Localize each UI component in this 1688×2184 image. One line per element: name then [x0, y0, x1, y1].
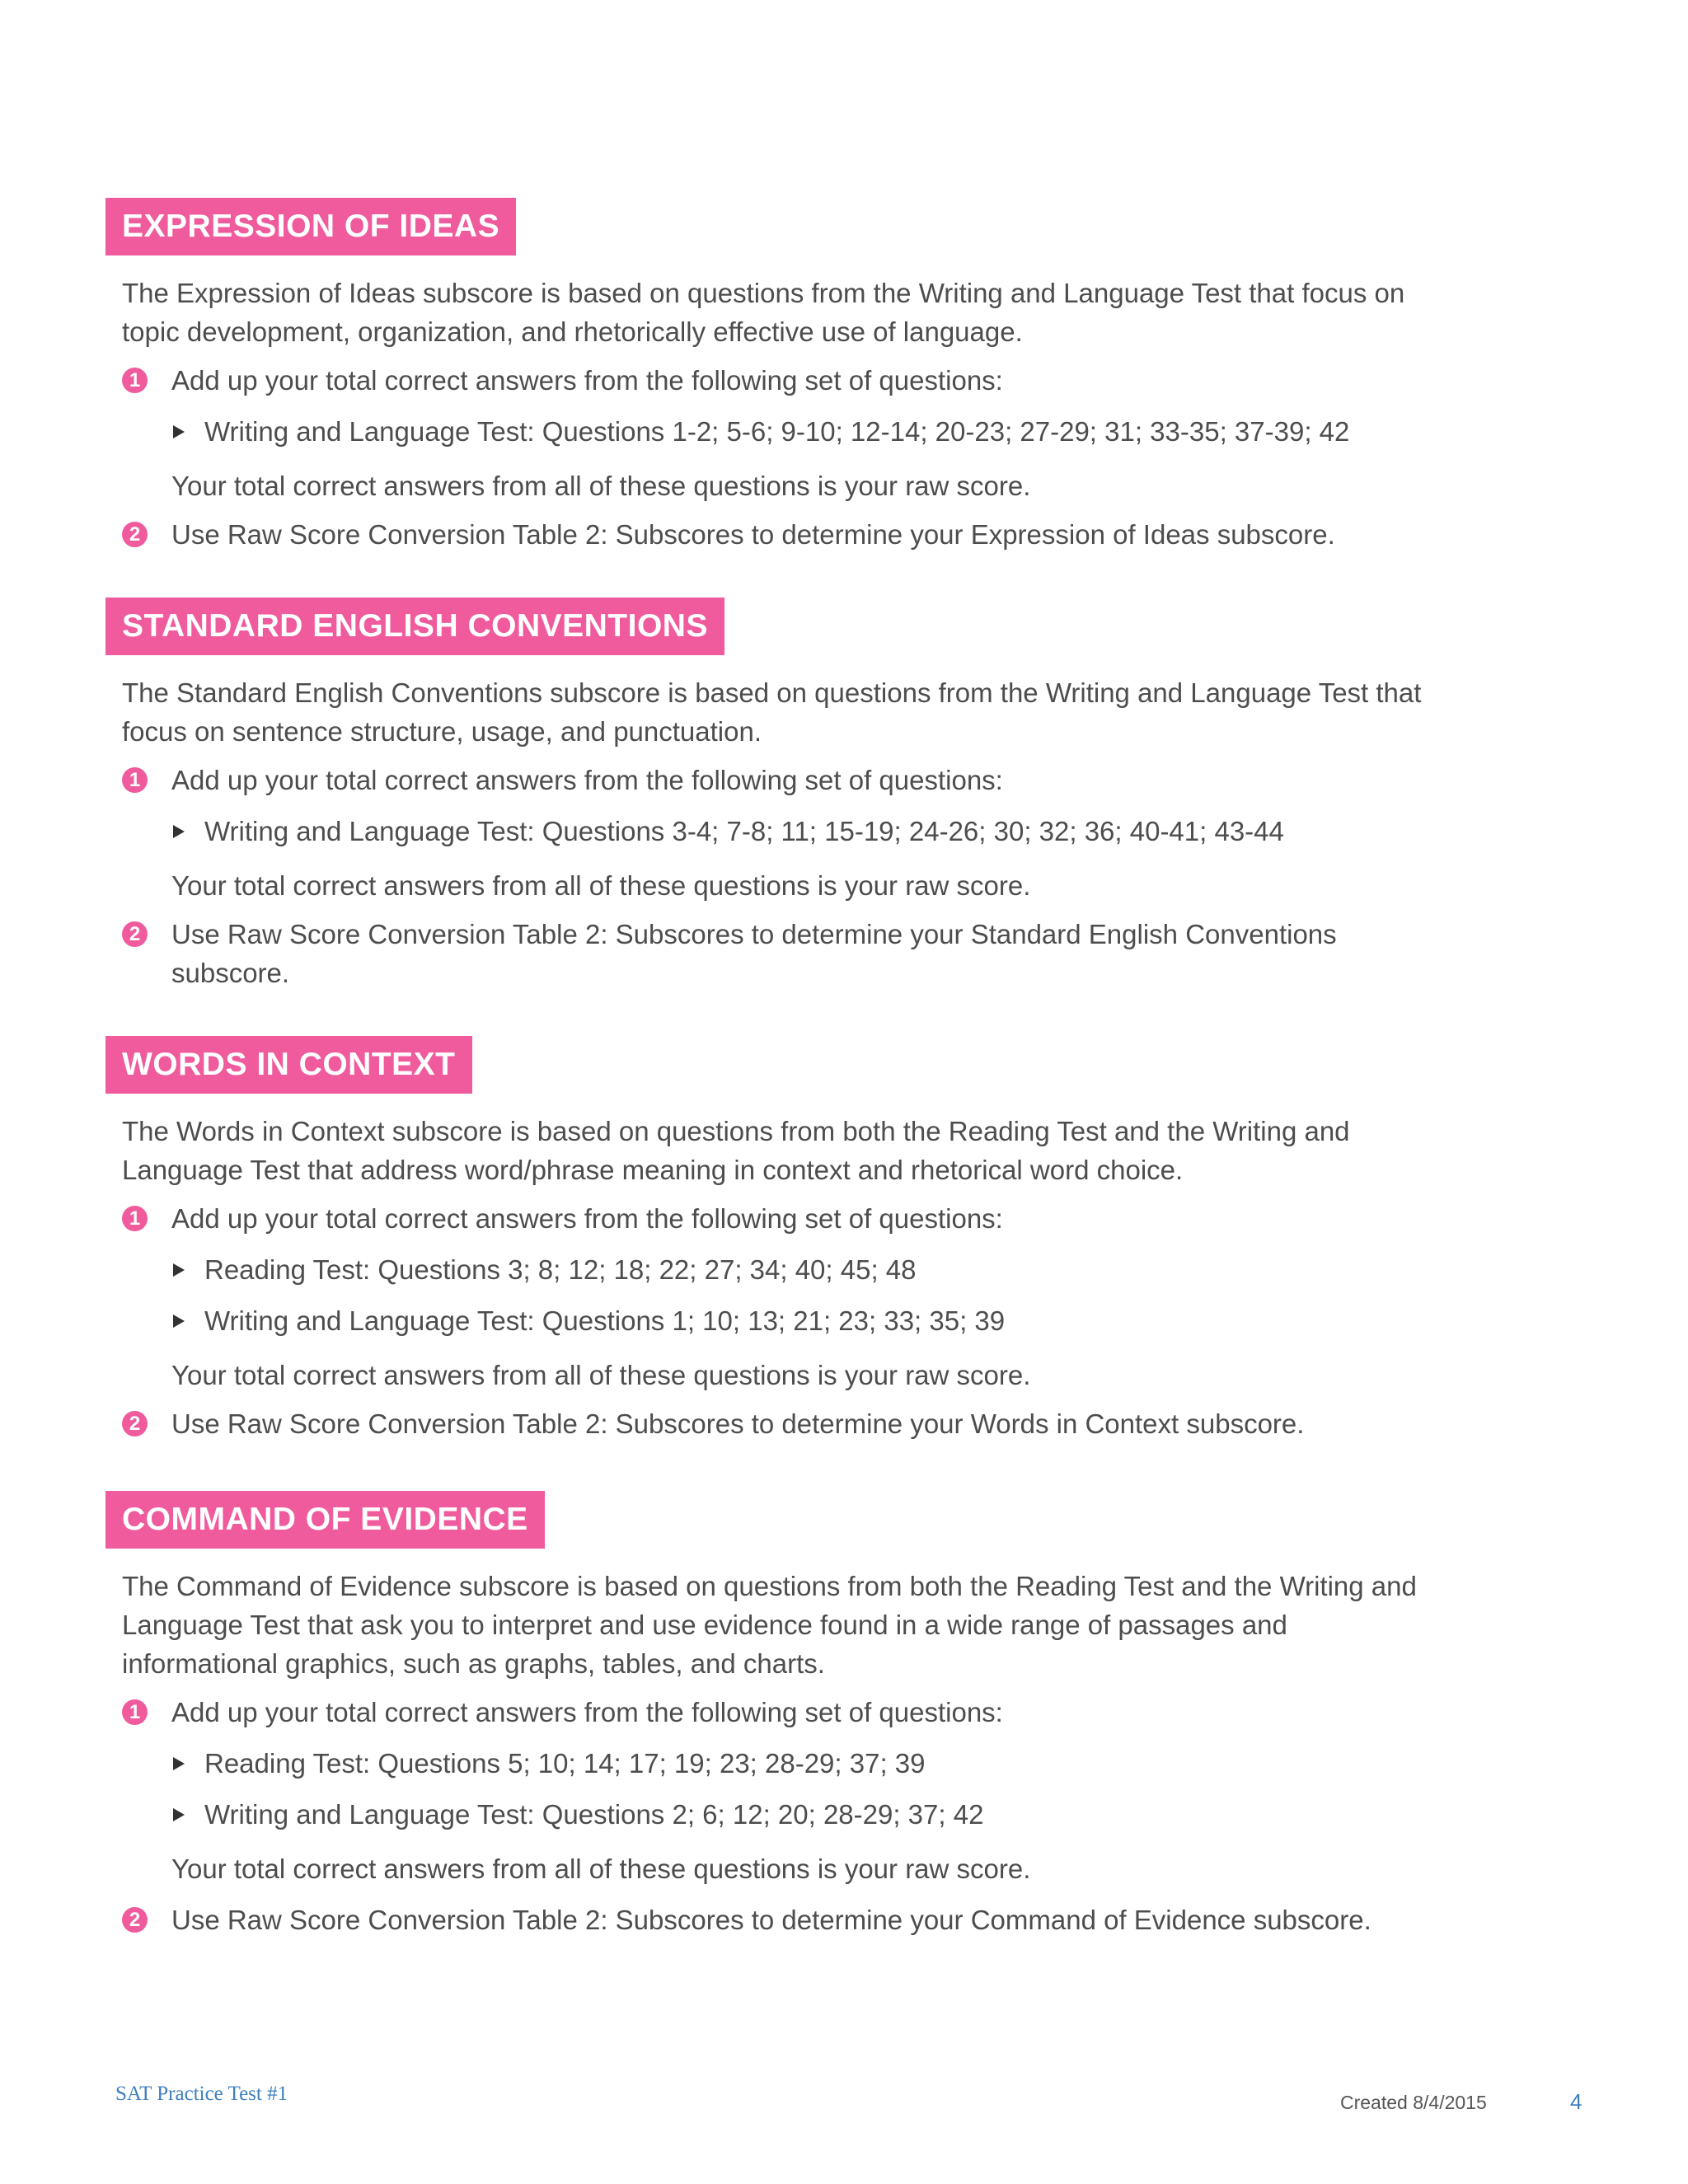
step-number-badge: 2: [122, 522, 148, 547]
question-list-text: Writing and Language Test: Questions 1-2; 5-6; 9-10; 12-14; 20-23; 27-29; 31; 33-35; 37-39; 42: [204, 416, 1350, 447]
page-number: 4: [1570, 2089, 1582, 2114]
step-2: [106, 915, 1375, 992]
section-heading: COMMAND OF EVIDENCE: [106, 1491, 545, 1549]
step-text: Use Raw Score Conversion Table 2: Subscores to determine your Command of Evidence subscore.: [171, 1905, 1372, 1935]
step-number-badge: 1: [122, 368, 148, 393]
section-heading: WORDS IN CONTEXT: [106, 1036, 472, 1094]
step-text: Add up your total correct answers from the following set of questions:: [171, 1697, 1003, 1727]
step-text: Add up your total correct answers from the following set of questions:: [171, 1203, 1003, 1234]
step-1: [106, 1199, 1490, 1238]
triangle-bullet-icon: [173, 825, 185, 838]
step-text: Add up your total correct answers from the following set of questions:: [171, 365, 1003, 396]
step-1: [106, 1693, 1490, 1732]
section-intro: The Words in Context subscore is based on questions from both the Reading Test and the Writing and Language Test that address word/phrase meaning in context and rhetorical word choice.: [122, 1116, 1350, 1185]
raw-score-note: Your total correct answers from all of these questions is your raw score.: [171, 1360, 1031, 1390]
question-list-text: Writing and Language Test: Questions 2; 6; 12; 20; 28-29; 37; 42: [204, 1799, 984, 1830]
section-expression-of-ideas: [106, 198, 1441, 554]
step-number-badge: 2: [122, 1411, 148, 1436]
question-list-item: [106, 812, 1441, 851]
question-list-text: Reading Test: Questions 3; 8; 12; 18; 22; 27; 34; 40; 45; 48: [204, 1254, 917, 1285]
step-number-badge: 1: [122, 767, 148, 793]
step-text: Use Raw Score Conversion Table 2: Subscores to determine your Standard English Conventions subscore.: [171, 919, 1337, 988]
step-text: Use Raw Score Conversion Table 2: Subscores to determine your Words in Context subscore.: [171, 1408, 1305, 1439]
step-number-badge: 1: [122, 1206, 148, 1231]
triangle-bullet-icon: [173, 1808, 185, 1821]
footer-document-title: SAT Practice Test #1: [115, 2083, 288, 2105]
question-list-item: [106, 1795, 1441, 1834]
step-number-badge: 2: [122, 1907, 148, 1933]
section-words-in-context: [106, 1036, 1441, 1443]
section-standard-english-conventions: [106, 598, 1441, 992]
section-heading: EXPRESSION OF IDEAS: [106, 198, 516, 255]
raw-score-note: Your total correct answers from all of these questions is your raw score.: [171, 870, 1031, 901]
question-list-item: [106, 412, 1441, 451]
section-heading: STANDARD ENGLISH CONVENTIONS: [106, 598, 724, 655]
step-2: [106, 515, 1490, 554]
section-intro: The Expression of Ideas subscore is based on questions from the Writing and Language Test that focus on topic development, organization, and rhetorically effective use of language.: [122, 278, 1405, 347]
step-text: Add up your total correct answers from the following set of questions:: [171, 765, 1003, 795]
question-list-item: [106, 1250, 1441, 1289]
step-1: [106, 361, 1490, 400]
step-2: [106, 1404, 1490, 1443]
question-list-item: [106, 1744, 1441, 1783]
question-list-text: Reading Test: Questions 5; 10; 14; 17; 19; 23; 28-29; 37; 39: [204, 1748, 926, 1779]
section-intro: The Standard English Conventions subscore is based on questions from the Writing and Language Test that focus on sentence structure, usage, and punctuation.: [122, 677, 1422, 747]
question-list-text: Writing and Language Test: Questions 3-4; 7-8; 11; 15-19; 24-26; 30; 32; 36; 40-41; 43-44: [204, 816, 1284, 846]
raw-score-note: Your total correct answers from all of these questions is your raw score.: [171, 471, 1031, 501]
step-number-badge: 1: [122, 1699, 148, 1725]
question-list-text: Writing and Language Test: Questions 1; 10; 13; 21; 23; 33; 35; 39: [204, 1305, 1006, 1336]
triangle-bullet-icon: [173, 425, 185, 438]
triangle-bullet-icon: [173, 1263, 185, 1277]
question-list-item: [106, 1301, 1441, 1340]
section-intro: The Command of Evidence subscore is based on questions from both the Reading Test and the Writing and Language Test that ask you to interpret and use evidence found in a wide range of passages and informational graphics, such as graphs, tables, and charts.: [122, 1571, 1417, 1679]
step-1: [106, 761, 1490, 799]
triangle-bullet-icon: [173, 1315, 185, 1328]
triangle-bullet-icon: [173, 1757, 185, 1770]
step-2: [106, 1898, 1441, 1943]
step-number-badge: 2: [122, 921, 148, 947]
step-text: Use Raw Score Conversion Table 2: Subscores to determine your Expression of Ideas subscore.: [171, 519, 1335, 550]
section-command-of-evidence: [106, 1491, 1441, 1943]
footer-created-date: Created 8/4/2015: [1340, 2092, 1487, 2113]
raw-score-note: Your total correct answers from all of these questions is your raw score.: [171, 1854, 1031, 1884]
